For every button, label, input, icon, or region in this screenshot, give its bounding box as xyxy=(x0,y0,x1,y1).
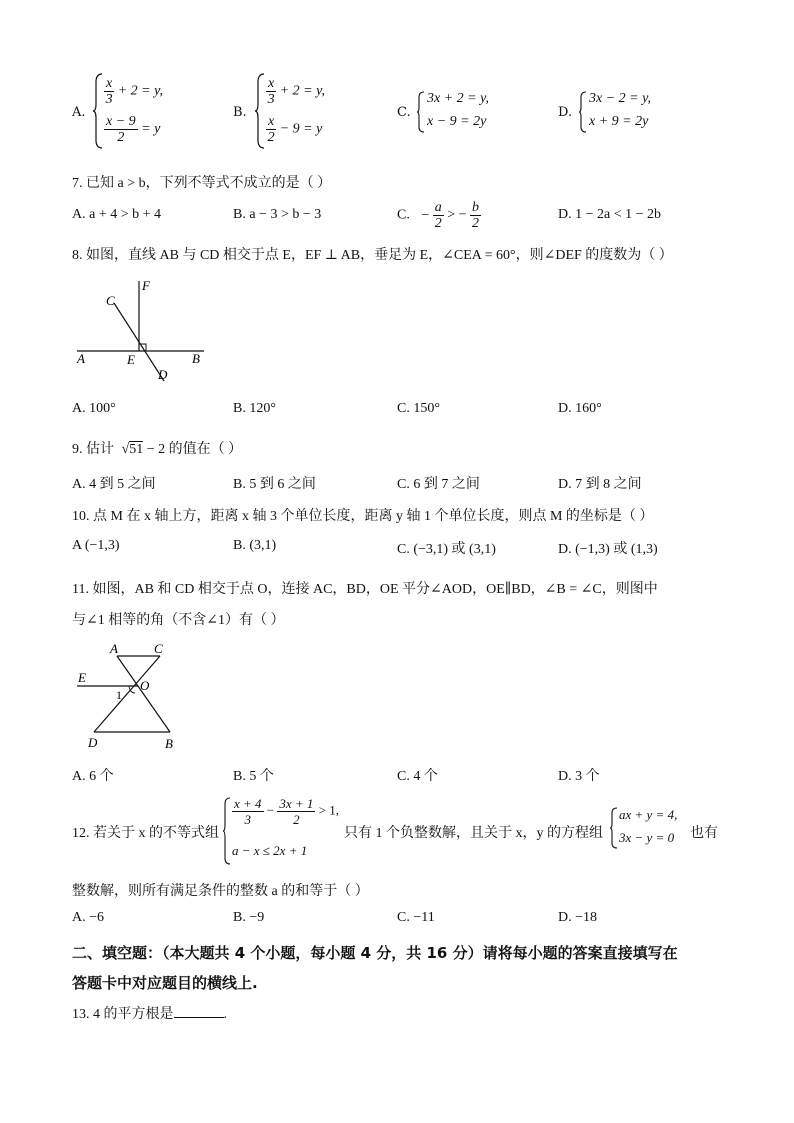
q8-label-f: F xyxy=(142,278,150,293)
q11-figure xyxy=(72,638,192,753)
q6b-r2-den: 2 xyxy=(267,130,275,145)
q12-stem-post: 也有 xyxy=(690,826,718,841)
q11-stem-line1: 11. 如图，AB 和 CD 相交于点 O，连接 AC，BD，OE 平分∠AOD，OE∥BD，∠B = ∠C，则图中 xyxy=(72,582,658,597)
q12-option-a: A. −6 xyxy=(72,910,105,925)
q8-label-e: E xyxy=(127,352,135,367)
q11-label-c: C xyxy=(154,641,163,656)
q6-option-a-system xyxy=(92,72,202,150)
q11-option-b: B. 5 个 xyxy=(233,769,274,784)
q10-option-d: D. (−1,3) 或 (1,3) xyxy=(558,542,658,557)
q6a-r2-num: x − 9 xyxy=(106,114,136,129)
q6d-row2: x + 9 = 2y xyxy=(589,114,649,129)
brace-icon xyxy=(578,90,588,134)
q12-f2-den: 2 xyxy=(293,812,300,827)
brace-icon xyxy=(609,806,619,850)
q7-option-d: D. 1 − 2a < 1 − 2b xyxy=(558,207,662,222)
q9-option-c: C. 6 到 7 之间 xyxy=(397,477,480,492)
brace-icon xyxy=(222,796,232,866)
q7c-num-a: a xyxy=(434,200,442,215)
q13-stem-post: . xyxy=(223,1007,227,1022)
q12-stem-pre: 12. 若关于 x 的不等式组 xyxy=(72,826,219,841)
q11-label-d: D xyxy=(88,735,98,750)
q11-label-b: B xyxy=(165,736,173,751)
q12-stem-mid: 只有 1 个负整数解，且关于 x，y 的方程组 xyxy=(344,826,603,841)
q6a-r1-rest: + 2 = y, xyxy=(117,83,164,99)
q7c-den-b: 2 xyxy=(472,216,480,231)
q12-gt: > 1, xyxy=(318,802,340,818)
q8-label-a: A xyxy=(77,351,85,366)
q9-option-d: D. 7 到 8 之间 xyxy=(558,477,642,492)
q8-label-c: C xyxy=(106,293,115,308)
q7-option-a: A. a + 4 > b + 4 xyxy=(72,207,162,222)
q13-stem xyxy=(72,1003,227,1023)
q7-option-c: C. − $\frac{a}{2}$ > − $\frac{b}{2}$ xyxy=(397,200,480,231)
q11-label-o: O xyxy=(140,678,150,693)
q8-option-a: A. 100° xyxy=(72,401,116,416)
q11-option-c: C. 4 个 xyxy=(397,769,438,784)
sqrt-icon: √ xyxy=(121,442,130,457)
q13-stem-pre: 13. 4 的平方根是 xyxy=(72,1007,174,1022)
q6b-r1-rest: + 2 = y, xyxy=(279,83,326,99)
q12-minus: − xyxy=(266,802,275,818)
brace-icon xyxy=(416,90,426,134)
q12-option-b: B. −9 xyxy=(233,910,265,925)
q6-option-d-label: D. xyxy=(558,105,573,120)
q10-option-b: B. (3,1) xyxy=(233,538,277,553)
q12-stem-line2: 整数解，则所有满足条件的整数 a 的和等于（ ） xyxy=(72,884,369,899)
q9-option-b: B. 5 到 6 之间 xyxy=(233,477,316,492)
q6-option-c-system xyxy=(416,90,516,134)
q13-answer-blank[interactable] xyxy=(174,1005,224,1018)
q8-label-b: B xyxy=(192,351,200,366)
q12-eq1: ax + y = 4, xyxy=(619,807,678,822)
q11-label-e: E xyxy=(78,670,86,685)
q7-option-c-label: C. xyxy=(397,207,410,223)
q12-f1-den: 3 xyxy=(244,812,252,827)
q10-option-c: C. (−3,1) 或 (3,1) xyxy=(397,542,496,557)
q10-option-a: A (−1,3) xyxy=(72,538,120,553)
q11-label-a: A xyxy=(110,641,118,656)
q12-f2-num: 3x + 1 xyxy=(279,796,314,811)
q12-f1-num: x + 4 xyxy=(234,796,262,811)
q6d-row1: 3x − 2 = y, xyxy=(589,91,652,106)
q9-option-a: A. 4 到 5 之间 xyxy=(72,477,156,492)
q9-radicand: 51 xyxy=(129,442,144,457)
q12-option-c: C. −11 xyxy=(397,910,435,925)
q11-option-a: A. 6 个 xyxy=(72,769,114,784)
q6a-r1-den: 3 xyxy=(105,92,113,107)
q12-row2: a − x ≤ 2x + 1 xyxy=(232,843,308,858)
q7-stem: 7. 已知 a > b，下列不等式不成立的是（ ） xyxy=(72,176,332,191)
brace-icon xyxy=(92,72,104,150)
q7c-den-a: 2 xyxy=(434,216,442,231)
q8-label-d: D xyxy=(158,367,168,382)
brace-icon xyxy=(254,72,266,150)
q12-equation-system xyxy=(609,806,694,850)
q6-option-c-label: C. xyxy=(397,105,411,120)
q12-inequality-system xyxy=(222,796,342,866)
q7c-num-b: b xyxy=(472,200,480,215)
q9-stem-post: − 2 的值在（ ） xyxy=(146,442,243,457)
q6a-r2-rest: = y xyxy=(141,121,161,137)
q12-option-d: D. −18 xyxy=(558,910,598,925)
section2-heading-line1: 二、填空题：（本大题共 4 个小题，每小题 4 分，共 16 分）请将每小题的答案直接填写在 xyxy=(72,944,678,962)
q9-stem xyxy=(72,438,242,458)
q6-option-a-label: A. xyxy=(72,105,86,120)
q10-stem: 10. 点 M 在 x 轴上方，距离 x 轴 3 个单位长度，距离 y 轴 1 个单位长度，则点 M 的坐标是（ ） xyxy=(72,509,654,524)
q11-option-d: D. 3 个 xyxy=(558,769,600,784)
q6b-r1-num: x xyxy=(268,76,275,91)
q6-option-d-system xyxy=(578,90,678,134)
q6-option-b-label: B. xyxy=(233,105,247,120)
q8-option-c: C. 150° xyxy=(397,401,440,416)
q12-eq2: 3x − y = 0 xyxy=(619,830,675,845)
q9-stem-pre: 9. 估计 xyxy=(72,442,114,457)
q8-option-d: D. 160° xyxy=(558,401,602,416)
q8-stem: 8. 如图，直线 AB 与 CD 相交于点 E，EF ⊥ AB，垂足为 E，∠CEA = 60°，则∠DEF 的度数为（ ） xyxy=(72,248,673,263)
q11-stem-line2: 与∠1 相等的角（不含∠1）有（ ） xyxy=(72,613,285,628)
q6c-row2: x − 9 = 2y xyxy=(427,114,487,129)
q6b-r2-num: x xyxy=(268,114,275,129)
q7-option-b: B. a − 3 > b − 3 xyxy=(233,207,322,222)
q6b-r2-rest: − 9 = y xyxy=(279,121,323,137)
q11-label-1: 1 xyxy=(116,688,122,702)
section2-heading-line2: 答题卡中对应题目的横线上. xyxy=(72,974,258,992)
q8-figure xyxy=(72,275,212,385)
q6c-row1: 3x + 2 = y, xyxy=(427,91,490,106)
q6a-r2-den: 2 xyxy=(117,130,125,145)
q6-option-b-system xyxy=(254,72,364,150)
q8-option-b: B. 120° xyxy=(233,401,276,416)
q6b-r1-den: 3 xyxy=(267,92,275,107)
q6a-r1-num: x xyxy=(106,76,113,91)
